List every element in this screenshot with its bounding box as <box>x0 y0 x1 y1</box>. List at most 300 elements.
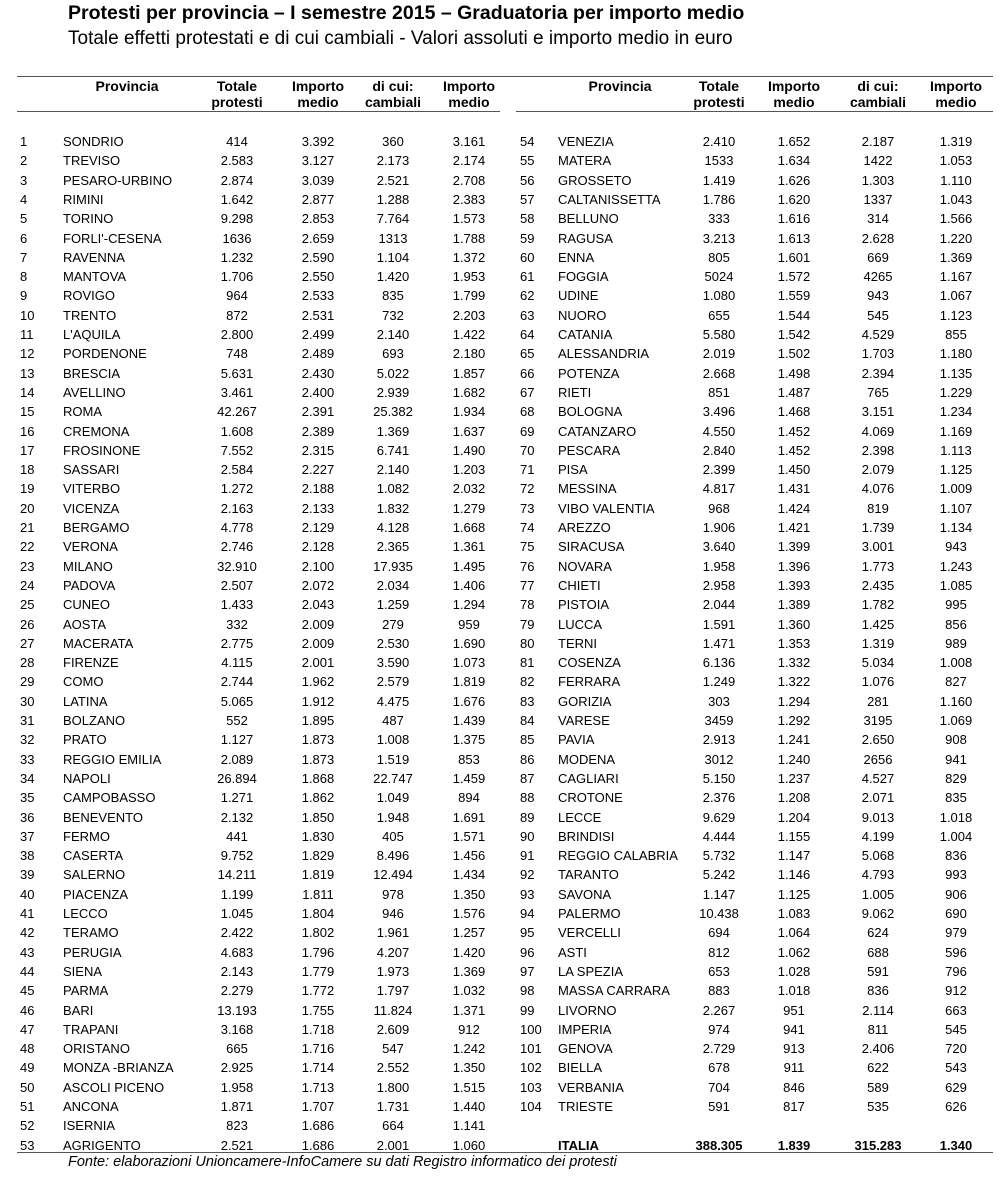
provincia-cell: MANTOVA <box>63 269 127 285</box>
cambiali-cell: 4.527 <box>861 770 895 786</box>
importo-cambiali-cell: 1.690 <box>452 635 486 651</box>
table-row <box>0 267 1000 286</box>
importo-cell: 1.332 <box>777 655 811 671</box>
totale-cell: 704 <box>708 1079 730 1095</box>
importo-cambiali-cell: 1.229 <box>939 384 973 400</box>
provincia-cell: COMO <box>63 674 104 690</box>
cambiali-cell: 2.398 <box>861 442 895 458</box>
importo-cambiali-cell: 663 <box>945 1002 967 1018</box>
totale-cell: 332 <box>226 616 248 632</box>
provincia-cell: MESSINA <box>558 481 617 497</box>
rank-cell: 42 <box>20 925 35 941</box>
importo-cell: 2.128 <box>301 539 335 555</box>
totale-cell: 1.199 <box>220 886 254 902</box>
totale-cell: 414 <box>226 134 248 149</box>
cambiali-cell: 7.764 <box>376 211 410 227</box>
totale-cell: 2.746 <box>220 539 254 555</box>
totale-cell: 1636 <box>222 230 252 246</box>
importo-cambiali-cell: 894 <box>458 790 480 806</box>
cambiali-cell: 545 <box>867 307 889 323</box>
importo-cell: 1.686 <box>301 1118 335 1134</box>
provincia-cell: MACERATA <box>63 635 134 651</box>
cambiali-cell: 12.494 <box>373 867 413 883</box>
importo-cell: 951 <box>783 1002 805 1018</box>
cambiali-cell: 5.022 <box>376 365 410 381</box>
cambiali-cell: 1.259 <box>376 597 410 613</box>
totale-cell: 5.732 <box>702 848 736 864</box>
importo-cell: 2.072 <box>301 577 335 593</box>
totale-cell: 2.584 <box>220 462 254 478</box>
provincia-cell: SIENA <box>63 963 103 979</box>
importo-cell: 1.772 <box>301 983 335 999</box>
rank-cell: 76 <box>520 558 535 574</box>
totale-cell: 2.744 <box>220 674 254 690</box>
importo-cambiali-cell: 1.495 <box>452 558 486 574</box>
provincia-cell: FORLI'-CESENA <box>63 230 162 246</box>
rank-cell: 91 <box>520 848 535 864</box>
cambiali-cell: 1.082 <box>376 481 410 497</box>
cambiali-cell: 2656 <box>863 751 893 767</box>
importo-cambiali-cell: 1.788 <box>452 230 486 246</box>
table-row <box>0 904 1000 923</box>
cambiali-cell: 811 <box>867 1021 889 1037</box>
importo-cell: 1.850 <box>301 809 335 825</box>
importo-cambiali-cell: 979 <box>945 925 967 941</box>
table-row <box>0 1058 1000 1077</box>
table-row <box>0 325 1000 344</box>
table-row <box>0 827 1000 846</box>
rank-cell: 18 <box>20 462 35 478</box>
rank-cell: 12 <box>20 346 35 362</box>
provincia-cell: CALTANISSETTA <box>558 191 661 207</box>
table-row <box>0 286 1000 305</box>
rank-cell: 16 <box>20 423 35 439</box>
importo-cell: 1.804 <box>301 906 335 921</box>
importo-cambiali-cell: 989 <box>945 635 967 651</box>
cambiali-cell: 835 <box>382 288 404 304</box>
rank-cell: 63 <box>520 307 535 323</box>
table-row <box>0 788 1000 807</box>
importo-cell: 1.652 <box>777 134 811 149</box>
importo-cambiali-cell: 1.434 <box>452 867 486 883</box>
totale-cell: 964 <box>226 288 248 304</box>
rank-cell: 7 <box>20 249 28 265</box>
importo-cell: 1.502 <box>777 346 811 362</box>
importo-cambiali-cell: 1.490 <box>452 442 486 458</box>
rank-cell: 29 <box>20 674 35 690</box>
importo-cambiali-cell: 943 <box>945 539 967 555</box>
rank-cell: 77 <box>520 577 535 593</box>
importo-cambiali-cell: 629 <box>945 1079 967 1095</box>
importo-cambiali-cell: 596 <box>945 944 967 960</box>
totale-cell: 4.817 <box>702 481 736 497</box>
provincia-cell: PRATO <box>63 732 107 748</box>
importo-cambiali-cell: 1.060 <box>452 1137 486 1153</box>
rank-cell: 97 <box>520 963 535 979</box>
importo-cambiali-cell: 856 <box>945 616 967 632</box>
importo-cell: 1.572 <box>777 269 811 285</box>
provincia-cell: SASSARI <box>63 462 120 478</box>
rank-cell: 104 <box>520 1099 542 1114</box>
cambiali-cell: 1.961 <box>376 925 410 941</box>
rank-cell: 39 <box>20 867 35 883</box>
importo-cell: 1.829 <box>301 848 335 864</box>
provincia-cell: ANCONA <box>63 1099 119 1114</box>
page-subtitle: Totale effetti protestati e di cui cambiali - Valori assoluti e importo medio in euro <box>68 28 733 49</box>
importo-cambiali-cell: 995 <box>945 597 967 613</box>
importo-cell: 1.714 <box>301 1060 335 1076</box>
importo-cambiali-cell: 1.459 <box>452 770 486 786</box>
cambiali-cell: 2.187 <box>861 134 895 149</box>
rank-cell: 78 <box>520 597 535 613</box>
totale-cell: 974 <box>708 1021 730 1037</box>
importo-cell: 1.718 <box>301 1021 335 1037</box>
provincia-cell: MODENA <box>558 751 616 767</box>
table-row <box>0 383 1000 402</box>
rank-cell: 66 <box>520 365 535 381</box>
total-provincia-cell: ITALIA <box>558 1137 599 1153</box>
provincia-cell: SONDRIO <box>63 134 124 149</box>
importo-cell: 1.399 <box>777 539 811 555</box>
provincia-cell: ROVIGO <box>63 288 116 304</box>
provincia-cell: TORINO <box>63 211 114 227</box>
rank-cell: 62 <box>520 288 535 304</box>
importo-cell: 1.146 <box>777 867 811 883</box>
table-row <box>0 653 1000 672</box>
rank-cell: 10 <box>20 307 35 323</box>
importo-cambiali-cell: 1.234 <box>939 404 973 420</box>
importo-cambiali-cell: 1.576 <box>452 906 486 921</box>
provincia-cell: BOLOGNA <box>558 404 623 420</box>
totale-cell: 883 <box>708 983 730 999</box>
importo-cambiali-cell: 912 <box>458 1021 480 1037</box>
importo-cambiali-cell: 1.107 <box>939 500 973 516</box>
totale-cell: 1.706 <box>220 269 254 285</box>
importo-cell: 2.499 <box>301 327 335 342</box>
rank-cell: 64 <box>520 327 535 342</box>
table-row <box>0 460 1000 479</box>
table-row <box>0 151 1000 170</box>
importo-cell: 1.353 <box>777 635 811 651</box>
cambiali-cell: 2.609 <box>376 1021 410 1037</box>
provincia-cell: MASSA CARRARA <box>558 983 670 999</box>
provincia-cell: CAGLIARI <box>558 770 619 786</box>
importo-cell: 2.315 <box>301 442 335 458</box>
rank-cell: 57 <box>520 191 535 207</box>
totale-cell: 1.871 <box>220 1099 254 1114</box>
table-row <box>0 808 1000 827</box>
totale-cell: 2.163 <box>220 500 254 516</box>
cambiali-cell: 2.939 <box>376 384 410 400</box>
rank-cell: 30 <box>20 693 35 709</box>
table-row <box>0 672 1000 691</box>
importo-cambiali-cell: 1.167 <box>939 269 973 285</box>
importo-cambiali-cell: 1.053 <box>939 153 973 169</box>
totale-cell: 748 <box>226 346 248 362</box>
importo-cell: 2.531 <box>301 307 335 323</box>
cambiali-cell: 3.590 <box>376 655 410 671</box>
totale-cell: 591 <box>708 1099 730 1114</box>
importo-cambiali-cell: 1.934 <box>452 404 486 420</box>
importo-cambiali-cell: 1.067 <box>939 288 973 304</box>
table-row <box>0 402 1000 421</box>
rank-cell: 96 <box>520 944 535 960</box>
provincia-cell: CROTONE <box>558 790 623 806</box>
table-row <box>0 1001 1000 1020</box>
provincia-cell: PESARO-URBINO <box>63 172 173 188</box>
header-cambiali-left: di cui: cambiali <box>364 78 422 110</box>
totale-cell: 2.410 <box>702 134 736 149</box>
table-row <box>0 1020 1000 1039</box>
importo-cambiali-cell: 1.123 <box>939 307 973 323</box>
rank-cell: 65 <box>520 346 535 362</box>
provincia-cell: CATANZARO <box>558 423 637 439</box>
importo-cambiali-cell: 1.361 <box>452 539 486 555</box>
totale-cell: 1.127 <box>220 732 254 748</box>
importo-cambiali-cell: 1.953 <box>452 269 486 285</box>
rank-cell: 32 <box>20 732 35 748</box>
totale-cell: 5024 <box>704 269 734 285</box>
cambiali-cell: 2.650 <box>861 732 895 748</box>
rank-cell: 11 <box>20 327 34 342</box>
importo-cell: 1.396 <box>777 558 811 574</box>
totale-cell: 3.461 <box>220 384 254 400</box>
cambiali-cell: 1.425 <box>861 616 895 632</box>
provincia-cell: TERAMO <box>63 925 119 941</box>
cambiali-cell: 2.034 <box>376 577 410 593</box>
provincia-cell: NUORO <box>558 307 607 323</box>
rank-cell: 21 <box>20 520 35 535</box>
cambiali-cell: 1.797 <box>376 983 410 999</box>
importo-cell: 2.489 <box>301 346 335 362</box>
importo-cambiali-cell: 2.203 <box>452 307 486 323</box>
importo-cell: 1.487 <box>777 384 811 400</box>
total-cambiali-cell: 315.283 <box>854 1137 902 1153</box>
totale-cell: 2.376 <box>702 790 736 806</box>
importo-cell: 3.127 <box>301 153 335 169</box>
rank-cell: 84 <box>520 713 535 728</box>
provincia-cell: LA SPEZIA <box>558 963 624 979</box>
rank-cell: 88 <box>520 790 535 806</box>
importo-cell: 2.129 <box>301 520 335 535</box>
importo-cell: 1.755 <box>301 1002 335 1018</box>
cambiali-cell: 1.420 <box>376 269 410 285</box>
totale-cell: 14.211 <box>217 867 257 883</box>
cambiali-cell: 3.151 <box>861 404 895 420</box>
cambiali-cell: 2.079 <box>861 462 895 478</box>
totale-cell: 7.552 <box>220 442 254 458</box>
header-bottom-rule-left <box>17 111 500 112</box>
provincia-cell: PISA <box>558 462 588 478</box>
importo-cell: 1.626 <box>777 172 811 188</box>
totale-cell: 1.471 <box>702 635 736 651</box>
totale-cell: 2.800 <box>220 327 254 342</box>
table-row <box>0 306 1000 325</box>
rank-cell: 22 <box>20 539 35 555</box>
importo-cell: 3.039 <box>301 172 335 188</box>
provincia-cell: BRINDISI <box>558 828 615 844</box>
provincia-cell: FROSINONE <box>63 442 141 458</box>
importo-cambiali-cell: 2.708 <box>452 172 486 188</box>
provincia-cell: GORIZIA <box>558 693 612 709</box>
cambiali-cell: 946 <box>382 906 404 921</box>
importo-cambiali-cell: 1.113 <box>940 442 972 458</box>
rank-cell: 71 <box>520 462 535 478</box>
table-row <box>0 962 1000 981</box>
provincia-cell: VERONA <box>63 539 118 555</box>
importo-cambiali-cell: 1.857 <box>452 365 486 381</box>
table-row <box>0 711 1000 730</box>
totale-cell: 3.213 <box>702 230 736 246</box>
rank-cell: 94 <box>520 906 535 921</box>
totale-cell: 851 <box>708 384 730 400</box>
provincia-cell: RAGUSA <box>558 230 613 246</box>
rank-cell: 48 <box>20 1041 35 1057</box>
totale-cell: 2.422 <box>220 925 254 941</box>
importo-cell: 2.590 <box>301 249 335 265</box>
cambiali-cell: 732 <box>382 307 404 323</box>
provincia-cell: TERNI <box>558 635 597 651</box>
importo-cell: 2.533 <box>301 288 335 304</box>
rank-cell: 25 <box>20 597 35 613</box>
cambiali-cell: 360 <box>382 134 404 149</box>
table-row <box>0 1097 1000 1116</box>
importo-cell: 2.100 <box>301 558 335 574</box>
importo-cell: 1.895 <box>301 713 335 728</box>
importo-cambiali-cell: 912 <box>945 983 967 999</box>
provincia-cell: CHIETI <box>558 577 601 593</box>
importo-cell: 1.155 <box>777 828 811 844</box>
table-row <box>0 634 1000 653</box>
totale-cell: 1.958 <box>220 1079 254 1095</box>
importo-cambiali-cell: 3.161 <box>452 134 486 149</box>
provincia-cell: SIRACUSA <box>558 539 625 555</box>
totale-cell: 2.913 <box>702 732 736 748</box>
importo-cambiali-cell: 720 <box>945 1041 967 1057</box>
importo-cambiali-cell: 1.566 <box>939 211 973 227</box>
totale-cell: 26.894 <box>217 770 257 786</box>
totale-cell: 5.150 <box>702 770 736 786</box>
importo-cambiali-cell: 1.369 <box>939 249 973 265</box>
rank-cell: 17 <box>20 442 35 458</box>
importo-cambiali-cell: 1.422 <box>452 327 486 342</box>
cambiali-cell: 5.034 <box>861 655 895 671</box>
cambiali-cell: 622 <box>867 1060 889 1076</box>
provincia-cell: NOVARA <box>558 558 612 574</box>
importo-cell: 1.083 <box>777 906 811 921</box>
provincia-cell: FOGGIA <box>558 269 609 285</box>
provincia-cell: PAVIA <box>558 732 595 748</box>
importo-cell: 913 <box>783 1041 805 1057</box>
rank-cell: 55 <box>520 153 535 169</box>
rank-cell: 26 <box>20 616 35 632</box>
table-row <box>0 943 1000 962</box>
cambiali-cell: 314 <box>867 211 889 227</box>
cambiali-cell: 1.703 <box>861 346 895 362</box>
importo-cambiali-cell: 1.676 <box>452 693 486 709</box>
table-row <box>0 923 1000 942</box>
table-row <box>0 576 1000 595</box>
header-importo-left: Importo medio <box>291 78 345 110</box>
cambiali-cell: 1.731 <box>376 1099 410 1114</box>
rank-cell: 44 <box>20 963 35 979</box>
totale-cell: 1.272 <box>220 481 254 497</box>
importo-cell: 1.240 <box>777 751 811 767</box>
totale-cell: 4.778 <box>220 520 254 535</box>
totale-cell: 653 <box>708 963 730 979</box>
table-row <box>0 595 1000 614</box>
importo-cell: 1.830 <box>301 828 335 844</box>
importo-cell: 2.389 <box>301 423 335 439</box>
totale-cell: 9.629 <box>702 809 736 825</box>
table-row <box>0 441 1000 460</box>
rank-cell: 90 <box>520 828 535 844</box>
importo-cell: 911 <box>783 1060 805 1076</box>
importo-cambiali-cell: 1.203 <box>452 462 486 478</box>
rank-cell: 98 <box>520 983 535 999</box>
cambiali-cell: 943 <box>867 288 889 304</box>
importo-cambiali-cell: 1.009 <box>939 481 973 497</box>
cambiali-cell: 4.199 <box>861 828 895 844</box>
importo-cell: 2.043 <box>301 597 335 613</box>
rank-cell: 79 <box>520 616 535 632</box>
provincia-cell: PORDENONE <box>63 346 147 362</box>
provincia-cell: BENEVENTO <box>63 809 143 825</box>
provincia-cell: SAVONA <box>558 886 612 902</box>
totale-cell: 1.591 <box>702 616 736 632</box>
importo-cambiali-cell: 829 <box>945 770 967 786</box>
provincia-cell: RIETI <box>558 384 592 400</box>
totale-cell: 1.786 <box>702 191 736 207</box>
cambiali-cell: 1.008 <box>376 732 410 748</box>
totale-cell: 3459 <box>704 713 734 728</box>
provincia-cell: TARANTO <box>558 867 619 883</box>
importo-cambiali-cell: 1.637 <box>452 423 486 439</box>
totale-cell: 3.640 <box>702 539 736 555</box>
totale-cell: 1.419 <box>702 172 736 188</box>
importo-cell: 1.424 <box>777 500 811 516</box>
importo-cell: 1.601 <box>777 249 811 265</box>
rank-cell: 5 <box>20 211 28 227</box>
importo-cambiali-cell: 1.350 <box>452 886 486 902</box>
importo-cell: 1.779 <box>301 963 335 979</box>
cambiali-cell: 8.496 <box>376 848 410 864</box>
provincia-cell: IMPERIA <box>558 1021 612 1037</box>
provincia-cell: TRAPANI <box>63 1021 119 1037</box>
totale-cell: 2.958 <box>702 577 736 593</box>
importo-cambiali-cell: 1.279 <box>452 500 486 516</box>
provincia-cell: VIBO VALENTIA <box>558 500 655 516</box>
provincia-cell: LUCCA <box>558 616 603 632</box>
totale-cell: 2.019 <box>702 346 736 362</box>
totale-cell: 13.193 <box>217 1002 257 1018</box>
cambiali-cell: 1.519 <box>376 751 410 767</box>
importo-cambiali-cell: 1.134 <box>939 520 973 535</box>
importo-cambiali-cell: 1.573 <box>452 211 486 227</box>
totale-cell: 1.249 <box>702 674 736 690</box>
totale-cell: 9.752 <box>220 848 254 864</box>
importo-cambiali-cell: 1.691 <box>452 809 486 825</box>
cambiali-cell: 1.369 <box>376 423 410 439</box>
totale-cell: 678 <box>708 1060 730 1076</box>
importo-cell: 1.620 <box>777 191 811 207</box>
cambiali-cell: 2.071 <box>861 790 895 806</box>
rank-cell: 24 <box>20 577 35 593</box>
totale-cell: 4.550 <box>702 423 736 439</box>
table-row <box>0 692 1000 711</box>
cambiali-cell: 2.521 <box>376 172 410 188</box>
importo-cambiali-cell: 1.406 <box>452 577 486 593</box>
